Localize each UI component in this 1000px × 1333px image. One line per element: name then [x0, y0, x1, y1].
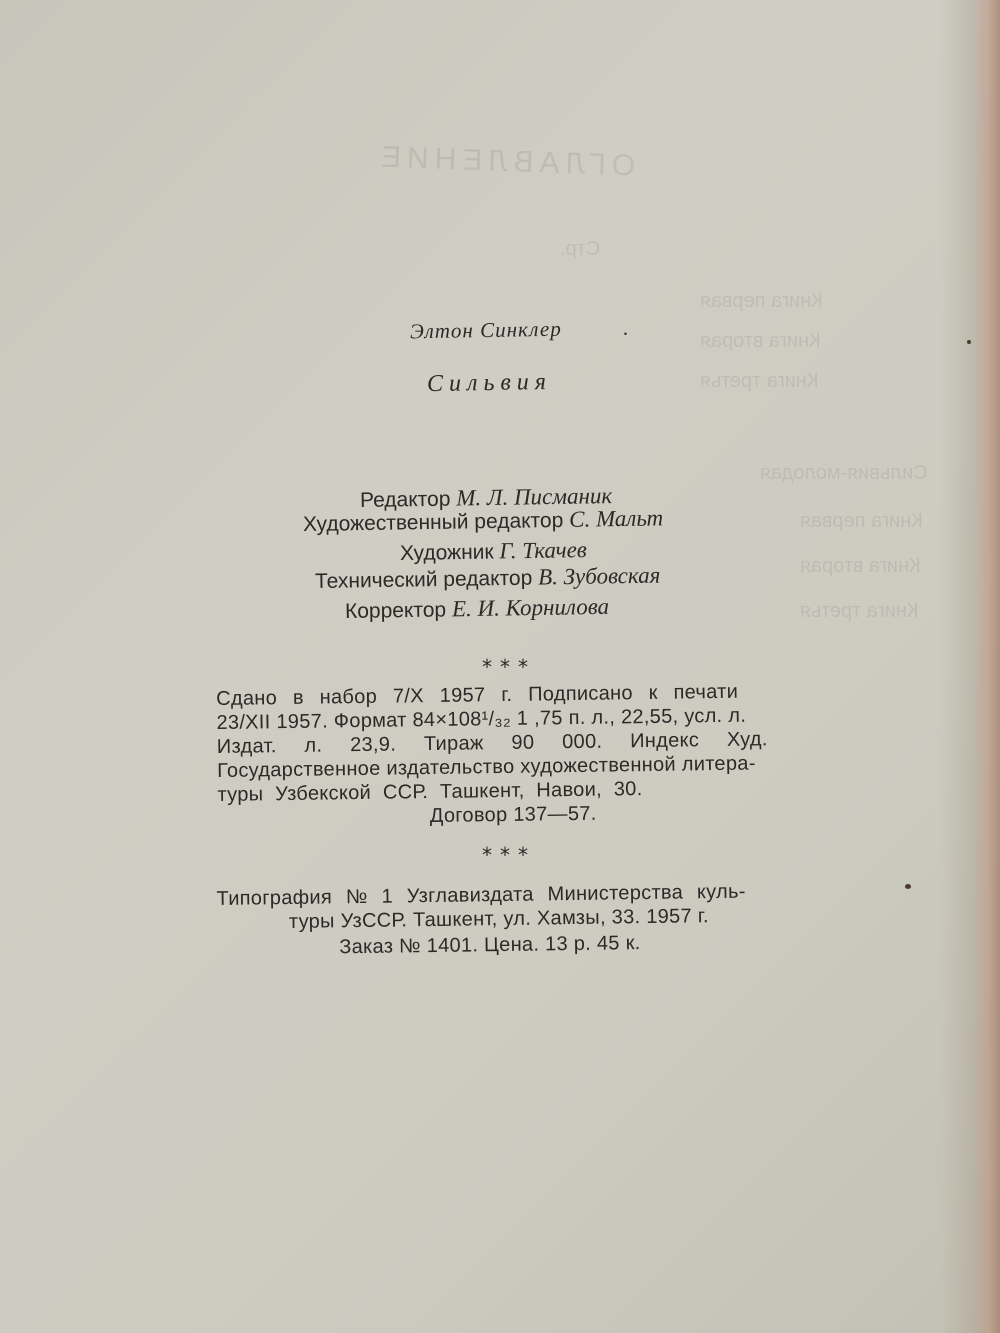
printer-line: туры УзССР. Ташкент, ул. Хамзы, 33. 1957 г.	[288, 905, 709, 933]
separator-stars: ***	[482, 843, 536, 867]
imprint-line: Государственное издательство художественной литера-	[217, 752, 756, 782]
author-dot: ·	[622, 322, 629, 346]
show-through-line: Сильвия-молодая	[760, 462, 928, 484]
credit-role: Художник	[399, 540, 494, 565]
paper-speck	[905, 884, 911, 889]
show-through-heading: ОГЛАВЛЕНИЕ	[374, 140, 636, 183]
show-through-line: Книга третья	[800, 600, 919, 622]
printer-line: Заказ № 1401. Цена. 13 р. 45 к.	[339, 932, 641, 959]
show-through-line: Книга третья	[700, 370, 819, 392]
show-through-line: Книга первая	[700, 290, 823, 312]
imprint-line: Сдано в набор 7/X 1957 г. Подписано к печати	[216, 680, 739, 711]
credit-person: Е. И. Корнилова	[451, 593, 610, 622]
page-edge-shadow	[940, 0, 1000, 1333]
credit-role: Художественный редактор	[302, 508, 564, 536]
imprint-block	[216, 680, 818, 828]
book-title: Сильвия	[426, 368, 553, 398]
imprint-line: туры Узбекской ССР. Ташкент, Навои, 30.	[217, 778, 643, 806]
paper-speck	[967, 340, 971, 344]
printer-line: Типография № 1 Узглавиздата Министерства куль-	[216, 880, 746, 911]
credit-person: В. Зубовская	[537, 562, 661, 590]
author-name: Элтон Синклер	[409, 316, 562, 344]
credit-role: Корректор	[344, 598, 447, 623]
show-through-line: Книга первая	[800, 510, 923, 532]
printer-block	[216, 880, 817, 968]
credit-person: М. Л. Писманик	[456, 483, 613, 511]
credit-person: С. Мальт	[568, 505, 664, 532]
credit-person: Г. Ткачев	[499, 537, 587, 564]
show-through-line: Книга вторая	[700, 330, 821, 352]
show-through-line: Стр.	[560, 238, 601, 260]
credit-role: Редактор	[359, 487, 451, 512]
show-through-line: Книга вторая	[800, 555, 921, 577]
credit-art-editor	[303, 505, 664, 537]
imprint-line: Издат. л. 23,9. Тираж 90 000. Индекс Худ.	[216, 728, 768, 758]
imprint-line: Договор 137—57.	[429, 802, 597, 828]
credit-role: Технический редактор	[314, 566, 533, 593]
credit-tech-editor	[315, 563, 661, 594]
credit-proofreader	[345, 594, 609, 624]
credit-artist	[400, 537, 587, 566]
separator-stars: ***	[482, 655, 536, 679]
imprint-line: 23/XII 1957. Формат 84×108¹/₃₂ 1 ,75 п. л., 22,55, усл. л.	[216, 704, 747, 735]
